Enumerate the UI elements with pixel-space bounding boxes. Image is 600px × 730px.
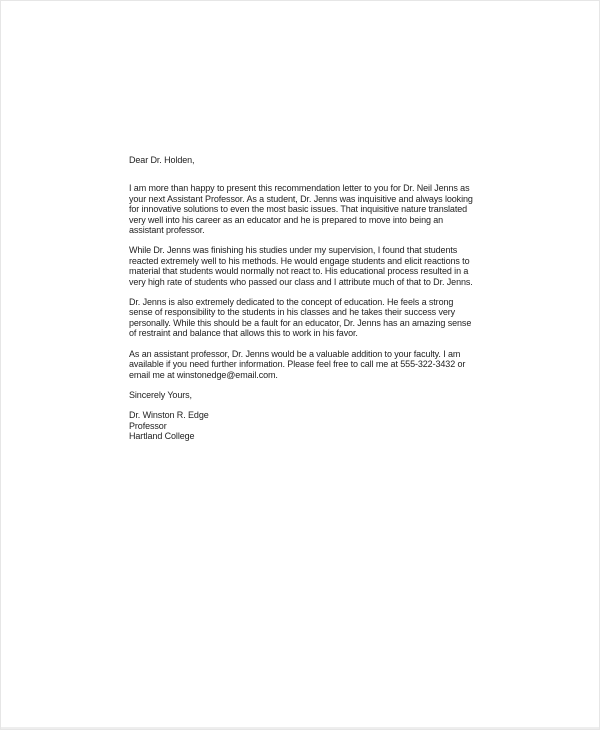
signature-name: Dr. Winston R. Edge [129,410,209,421]
letter-paragraph-dedication: Dr. Jenns is also extremely dedicated to the concept of education. He feels a strong sense of responsibility to the students in his classes and he takes their success very personally. While this should be a fault for an educator, Dr. Jenns has an amazing sense of restraint and balance that allows this to work in his favor. [129,297,472,339]
signature-block [129,410,474,441]
signature-institution: Hartland College [129,431,195,442]
letter-paragraph-supervision: While Dr. Jenns was finishing his studies under my supervision, I found that students reacted extremely well to his methods. He would engage students and elicit reactions to material that students would normally not react to. His educational process resulted in a very high rate of students who passed our class and I attribute much of that to Dr. Jenns. [129,245,473,287]
letter-paragraph-intro: I am more than happy to present this recommendation letter to you for Dr. Neil Jenns as your next Assistant Professor. As a student, Dr. Jenns was inquisitive and always looking for innovative solutions to even the most basic issues. That inquisitive nature translated very well into his career as an educator and he is prepared to move into being an assistant professor. [129,183,473,236]
recommendation-letter [129,155,474,442]
letter-closing: Sincerely Yours, [129,389,192,400]
signature-title: Professor [129,420,167,431]
letter-paragraph-contact: As an assistant professor, Dr. Jenns would be a valuable addition to your faculty. I am available if you need further information. Please feel free to call me at 555-322-3432 or email me at winstonedge@email.com. [129,348,466,380]
page-bottom-edge [1,727,599,729]
letter-salutation: Dear Dr. Holden, [129,155,195,165]
